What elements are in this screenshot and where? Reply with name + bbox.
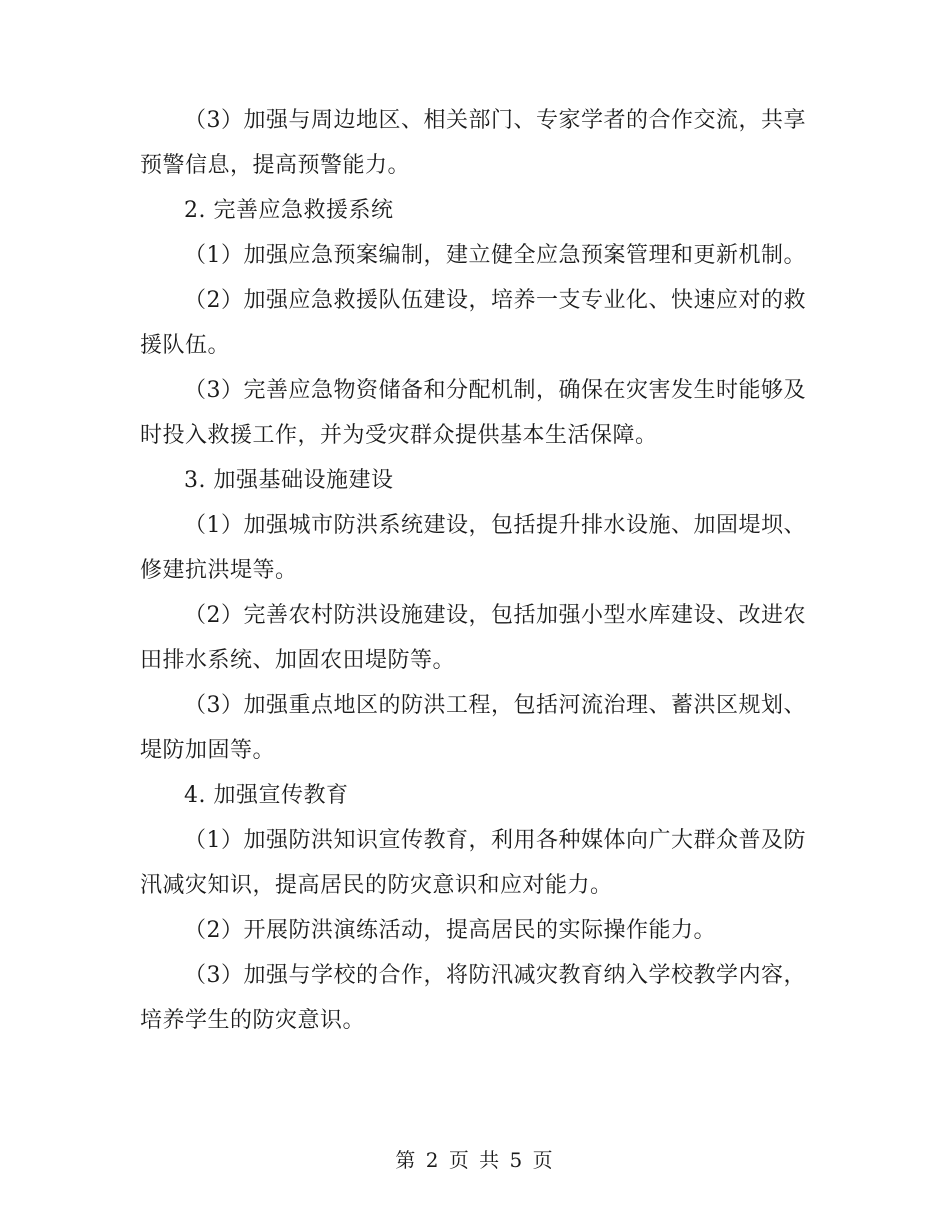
paragraph-4-1: （1）加强防洪知识宣传教育，利用各种媒体向广大群众普及防汛减灾知识，提高居民的防灾意识和应对能力。 (140, 828, 806, 898)
paragraph-4-3: （3）加强与学校的合作，将防汛减灾教育纳入学校教学内容，培养学生的防灾意识。 (140, 963, 806, 1033)
section-heading-2: 2. 完善应急救援系统 (184, 198, 394, 223)
paragraph-3-2: （2）完善农村防洪设施建设，包括加强小型水库建设、改进农田排水系统、加固农田堤防等。 (140, 603, 806, 673)
paragraph-2-1: （1）加强应急预案编制，建立健全应急预案管理和更新机制。 (184, 243, 806, 268)
paragraph-3-1: （1）加强城市防洪系统建设，包括提升排水设施、加固堤坝、修建抗洪堤等。 (140, 513, 806, 583)
paragraph-3-1-cooperation: （3）加强与周边地区、相关部门、专家学者的合作交流，共享预警信息，提高预警能力。 (140, 108, 806, 178)
document-body (140, 98, 810, 1043)
section-heading-3: 3. 加强基础设施建设 (184, 468, 394, 493)
paragraph-2-3: （3）完善应急物资储备和分配机制，确保在灾害发生时能够及时投入救援工作，并为受灾群众提供基本生活保障。 (140, 378, 806, 448)
paragraph-3-3: （3）加强重点地区的防洪工程，包括河流治理、蓄洪区规划、堤防加固等。 (140, 693, 806, 763)
section-heading-4: 4. 加强宣传教育 (184, 783, 349, 808)
paragraph-2-2: （2）加强应急救援队伍建设，培养一支专业化、快速应对的救援队伍。 (140, 288, 806, 358)
paragraph-4-2: （2）开展防洪演练活动，提高居民的实际操作能力。 (184, 918, 716, 943)
page-number-footer: 第 2 页 共 5 页 (395, 1148, 555, 1172)
